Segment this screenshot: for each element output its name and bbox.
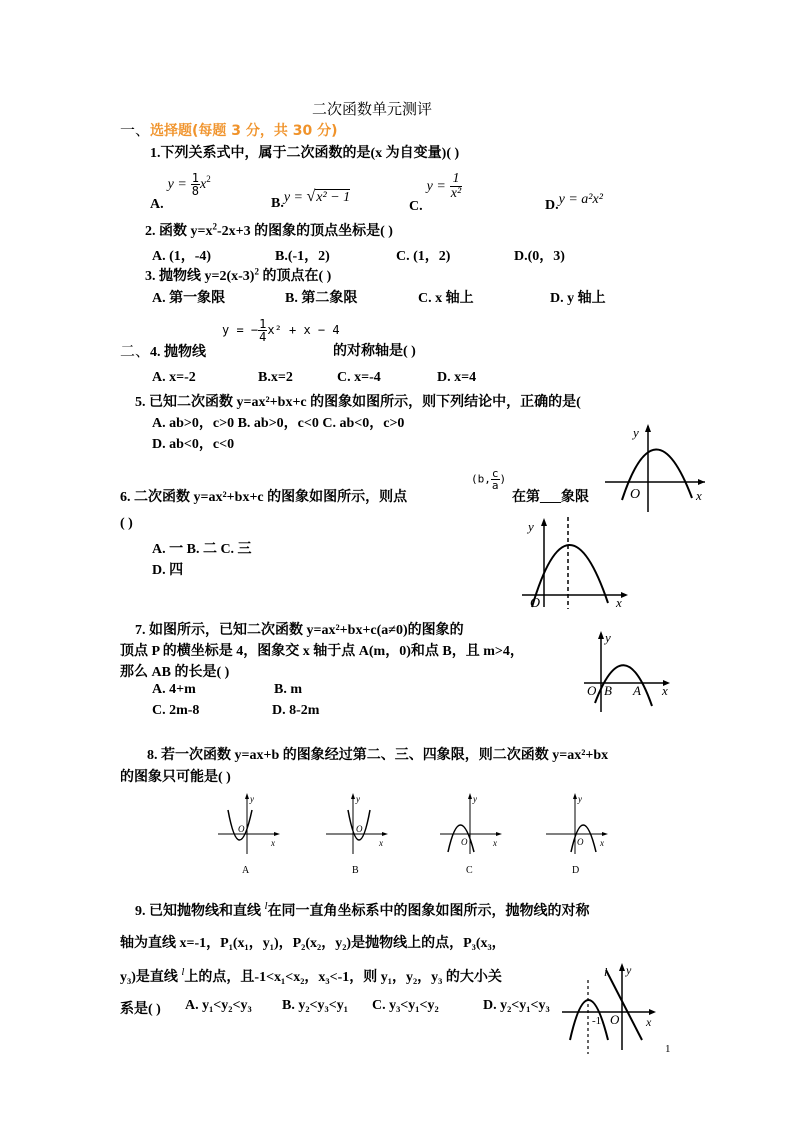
question-7-graph (582, 628, 677, 713)
question-2-option-c: C. (1，2) (396, 249, 451, 264)
neg-one-label: -1 (592, 1015, 602, 1027)
y-axis-label: y (356, 794, 360, 804)
denominator: x² (450, 186, 462, 201)
question-3-stem (145, 265, 331, 285)
y-axis-arrow (619, 963, 625, 971)
x-axis-label: x (271, 838, 275, 848)
option-label: A. (150, 197, 164, 213)
numerator: c (491, 467, 499, 480)
y-axis-arrow (598, 631, 604, 639)
question-2-option-d: D.(0，3) (514, 249, 565, 264)
option-label: C. (409, 199, 423, 215)
option-a-tail: x (200, 177, 207, 193)
question-6-graph (520, 515, 630, 610)
x-axis-arrow (602, 832, 608, 836)
question-8-line1: 8. 若一次函数 y=ax+b 的图象经过第二、三、四象限，则二次函数 y=ax²+bx (147, 748, 609, 763)
question-4-stem-end: 的对称轴是( ) (333, 344, 416, 359)
y-axis-label: y (473, 794, 477, 804)
question-9-option-b: B. y₂<y₃<y₁ (282, 998, 348, 1013)
question-8-graph-a (218, 790, 283, 875)
y-axis-label: y (250, 794, 254, 804)
x-axis-label: x (600, 838, 604, 848)
question-3-option-d: D. y 轴上 (550, 291, 606, 306)
option-c-lhs: y = (426, 179, 446, 195)
point-b: (b, (471, 472, 491, 486)
point-b-label: B (604, 683, 612, 698)
page-title: 二次函数单元测评 (312, 100, 433, 118)
question-3-option-b: B. 第二象限 (285, 291, 358, 306)
formula-tail: x² + x − 4 (267, 323, 340, 337)
question-1-option-b: B.y = √x² − 1 (271, 188, 351, 211)
point-close: ) (499, 472, 507, 486)
option-a-lhs: y = (167, 177, 187, 193)
x-axis-arrow (274, 832, 280, 836)
graph-caption: C (466, 865, 473, 876)
y-axis-label: y (528, 519, 534, 534)
question-4-option-a: A. x=-2 (152, 370, 196, 385)
section-one-heading (120, 119, 338, 140)
question-8-graph-b (326, 790, 391, 875)
question-4-option-b: B.x=2 (258, 370, 293, 385)
question-4-option-d: D. x=4 (437, 370, 477, 385)
option-label: B. (271, 196, 284, 211)
question-6-options-line2: D. 四 (152, 563, 184, 578)
option-d-expr: y = a²x² (558, 192, 603, 207)
x-axis-label: x (616, 595, 622, 610)
y-axis-arrow (645, 424, 651, 432)
numerator: 1 (259, 317, 267, 331)
x-axis-arrow (621, 592, 628, 598)
question-7-line3: 那么 AB 的长是( ) (120, 665, 230, 680)
question-7-line2: 顶点 P 的横坐标是 4，图象交 x 轴于点 A(m，0)和点 B，且 m>4， (120, 644, 524, 659)
y-axis-arrow (573, 793, 577, 799)
origin-label: O (461, 837, 468, 847)
question-4-formula (222, 318, 340, 343)
y-axis-arrow (541, 518, 547, 526)
question-9-line2: 轴为直线 x=-1，P₁(x₁，y₁)，P₂(x₂，y₂)是抛物线上的点，P₃(x₃， (120, 936, 506, 951)
question-7-line1: 7. 如图所示，已知二次函数 y=ax²+bx+c(a≠0)的图象的 (135, 623, 464, 638)
denominator: 8 (191, 184, 200, 198)
denominator: 4 (259, 330, 267, 344)
question-1-option-d (545, 190, 603, 213)
parabola (570, 1000, 608, 1040)
x-axis-arrow (698, 479, 705, 485)
question-9-option-a: A. y₁<y₂<y₃ (185, 998, 252, 1013)
question-2-option-b: B.(-1，2) (275, 249, 330, 264)
question-2-stem (145, 220, 393, 240)
question-2-option-a: A. (1，-4) (152, 249, 212, 264)
y-axis-arrow (468, 793, 472, 799)
x-axis-label: x (696, 488, 702, 503)
superscript: 2 (254, 266, 259, 277)
x-axis-label: x (646, 1015, 652, 1029)
graph-caption: A (242, 865, 250, 876)
x-axis-label: x (379, 838, 383, 848)
question-9-line3 (120, 966, 502, 986)
section-one-label: 选择题(每题 3 分，共 30 分) (150, 123, 338, 139)
stem-text: y₃)是直线 (120, 970, 178, 985)
line-l (606, 970, 642, 1040)
stem-text: 在同一直角坐标系中的图象如图所示，抛物线的对称 (267, 904, 590, 919)
question-8-line2: 的图象只可能是( ) (120, 770, 231, 785)
question-7-option-c: C. 2m-8 (152, 703, 200, 718)
question-5-graph (600, 420, 710, 515)
graph-caption: B (352, 865, 359, 876)
question-3-option-c: C. x 轴上 (418, 291, 474, 306)
graph-caption: D (572, 865, 580, 876)
stem-text: 2. 函数 y=x (145, 224, 213, 239)
question-4-stem (120, 340, 206, 361)
stem-text: 3. 抛物线 y=2(x-3) (145, 269, 255, 284)
question-6-point (471, 468, 506, 491)
origin-label: O (630, 487, 641, 502)
question-5-options-line2: D. ab<0，c<0 (152, 437, 235, 452)
stem-text: 的顶点在( ) (258, 269, 332, 284)
question-5-stem: 5. 已知二次函数 y=ax²+bx+c 的图象如图所示，则下列结论中，正确的是( (135, 395, 581, 410)
question-9-option-d: D. y₂<y₁<y₃ (483, 998, 550, 1013)
denominator: a (491, 479, 499, 492)
origin-label: O (356, 824, 363, 834)
option-b-radicand: x² − 1 (316, 190, 351, 205)
x-axis-arrow (382, 832, 388, 836)
question-8-graph-c (440, 790, 505, 875)
question-8-graph-d (546, 790, 611, 875)
origin-label: O (238, 824, 245, 834)
formula-lhs: y = − (222, 323, 259, 337)
section-one-prefix: 一、 (120, 121, 151, 139)
option-a-fraction (191, 172, 200, 197)
question-1-option-c (409, 171, 462, 215)
y-axis-arrow (245, 793, 249, 799)
point-fraction (491, 468, 500, 491)
option-c-fraction (450, 172, 462, 201)
question-1-stem: 1.下列关系式中，属于二次函数的是(x 为自变量)( ) (150, 146, 460, 161)
question-9-option-c: C. y₃<y₁<y₂ (372, 998, 439, 1013)
question-6-stem: 6. 二次函数 y=ax²+bx+c 的图象如图所示，则点 (120, 490, 408, 505)
stem-text: 4. 抛物线 (150, 345, 207, 360)
stem-text: 上的点，且-1<x₁<x₂，x₃<-1，则 y₁，y₂，y₃ 的大小关 (184, 970, 502, 985)
line-l-symbol: l (264, 900, 268, 912)
question-6-options-line1: A. 一 B. 二 C. 三 (152, 542, 252, 557)
point-a-label: A (633, 683, 641, 698)
superscript: 2 (212, 221, 217, 232)
stem-text: 9. 已知抛物线和直线 (135, 904, 261, 919)
formula-fraction (258, 318, 267, 343)
y-axis-arrow (351, 793, 355, 799)
question-3-option-a: A. 第一象限 (152, 291, 226, 306)
question-7-option-b: B. m (274, 682, 302, 697)
line-l-label: l (604, 965, 608, 979)
y-axis-label: y (633, 425, 639, 440)
question-9-graph (560, 960, 660, 1055)
origin-label: O (577, 837, 584, 847)
x-axis-arrow (496, 832, 502, 836)
option-b-lhs: y = (283, 190, 307, 205)
y-axis-label: y (626, 963, 632, 977)
option-label: D. (545, 198, 559, 213)
x-axis-label: x (493, 838, 497, 848)
question-9-line1 (135, 900, 590, 920)
origin-label: O (530, 596, 541, 611)
question-6-stem-end: 在第___象限 (512, 490, 589, 505)
numerator: 1 (191, 171, 200, 185)
origin-label: O (587, 683, 597, 698)
line-l-symbol: l (181, 966, 185, 978)
question-7-option-a: A. 4+m (152, 682, 196, 697)
section-two-prefix: 二、 (120, 342, 151, 360)
stem-text: -2x+3 的图象的顶点坐标是( ) (216, 224, 393, 239)
question-5-options-line1: A. ab>0，c>0 B. ab>0，c<0 C. ab<0，c>0 (152, 416, 405, 431)
question-9-line4: 系是( ) (120, 1002, 161, 1017)
question-6-paren: ( ) (120, 516, 133, 531)
x-axis-label: x (662, 683, 668, 698)
origin-label: O (610, 1012, 620, 1027)
question-4-option-c: C. x=-4 (337, 370, 381, 385)
y-axis-label: y (578, 794, 582, 804)
numerator: 1 (450, 172, 462, 187)
question-7-option-d: D. 8-2m (272, 703, 320, 718)
page-number: 1 (665, 1043, 671, 1055)
y-axis-label: y (605, 630, 611, 645)
question-1-option-a: A. y = $\frac{1}{8}$ $x^2$ (150, 171, 211, 213)
